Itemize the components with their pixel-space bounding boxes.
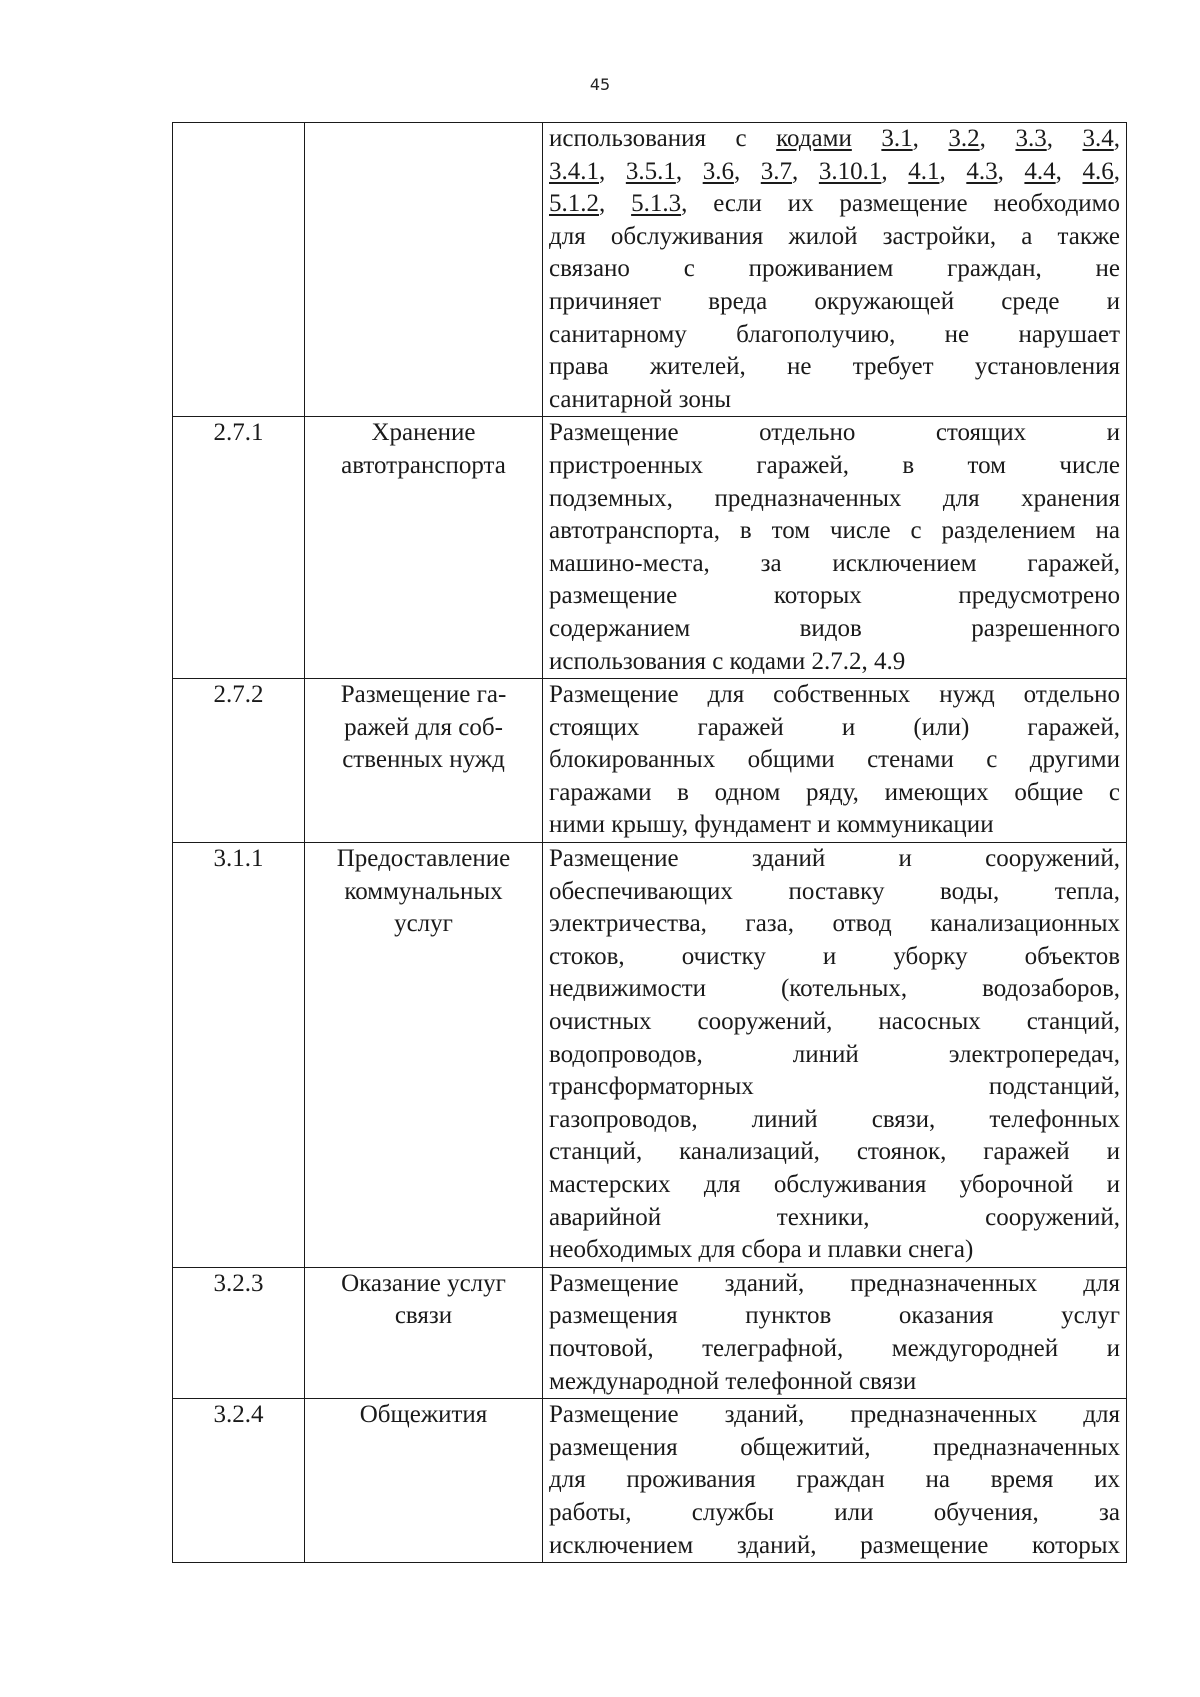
description-line: санитарной зоны: [549, 385, 731, 413]
description-line: Размещение отдельно стоящих и: [549, 419, 1120, 447]
description-line: размещения общежитий, предназначенных: [549, 1433, 1120, 1461]
name-line: коммунальных: [344, 877, 503, 905]
name-line: ственных нужд: [342, 746, 505, 774]
land-use-table: [172, 122, 1127, 1563]
description-line: работы, службы или обучения, за: [549, 1498, 1120, 1526]
description-line: размещения пунктов оказания услуг: [549, 1302, 1120, 1330]
description-line: подземных, предназначенных для хранения: [549, 484, 1120, 512]
description-line: использования с кодами 2.7.2, 4.9: [549, 647, 906, 675]
code-cell: 3.2.4: [173, 1399, 305, 1563]
description-cell: [543, 417, 1127, 679]
description-line: аварийной техники, сооружений,: [549, 1203, 1120, 1231]
name-cell: [305, 123, 543, 417]
description-line: Размещение зданий, предназначенных для: [549, 1269, 1120, 1297]
table-row: [173, 679, 1127, 843]
description-line: блокированных общими стенами с другими: [549, 746, 1120, 774]
description-cell: [543, 843, 1127, 1268]
name-cell: [305, 1267, 543, 1398]
name-line: Размещение га-: [340, 681, 507, 709]
description-line: использования с кодами 3.1, 3.2, 3.3, 3.4,: [549, 125, 1121, 152]
table-row: [173, 1267, 1127, 1398]
name-line: ражей для соб-: [344, 713, 503, 741]
table-row: [173, 123, 1127, 417]
description-line: пристроенных гаражей, в том числе: [549, 451, 1120, 479]
description-line: стоков, очистку и уборку объектов: [549, 942, 1120, 970]
description-line: международной телефонной связи: [549, 1367, 917, 1395]
description-line: очистных сооружений, насосных станций,: [549, 1008, 1120, 1036]
description-line: Размещение зданий, предназначенных для: [549, 1401, 1120, 1429]
name-cell: [305, 679, 543, 843]
description-line: санитарному благополучию, не нарушает: [549, 320, 1120, 348]
page-number: 45: [589, 75, 611, 94]
description-line: для проживания граждан на время их: [549, 1466, 1120, 1494]
name-cell: [305, 843, 543, 1268]
description-cell: [543, 1267, 1127, 1398]
description-line: почтовой, телеграфной, междугородней и: [549, 1334, 1120, 1362]
table-row: [173, 843, 1127, 1268]
description-cell: [543, 1399, 1127, 1563]
description-line: 5.1.2, 5.1.3, если их размещение необходимо: [549, 190, 1120, 218]
description-line: газопроводов, линий связи, телефонных: [549, 1105, 1120, 1133]
name-line: связи: [394, 1302, 453, 1330]
description-line: исключением зданий, размещение которых: [549, 1531, 1120, 1559]
name-line: услуг: [394, 910, 453, 938]
description-line: права жителей, не требует установления: [549, 353, 1120, 381]
code-cell: [173, 123, 305, 417]
description-line: трансформаторных подстанций,: [549, 1073, 1120, 1101]
description-line: машино-места, за исключением гаражей,: [549, 549, 1120, 577]
description-line: электричества, газа, отвод канализационных: [549, 910, 1120, 938]
description-line: для обслуживания жилой застройки, а также: [549, 222, 1120, 250]
description-line: мастерских для обслуживания уборочной и: [549, 1171, 1120, 1198]
code-cell: 3.2.3: [173, 1267, 305, 1398]
code-cell: 3.1.1: [173, 843, 305, 1268]
description-line: причиняет вреда окружающей среде и: [549, 287, 1120, 315]
description-line: связано с проживанием граждан, не: [549, 255, 1120, 283]
description-line: гаражами в одном ряду, имеющих общие с: [549, 778, 1120, 806]
name-line: Предоставление: [336, 845, 511, 873]
description-cell: [543, 123, 1127, 417]
description-line: станций, канализаций, стоянок, гаражей и: [549, 1138, 1120, 1166]
name-cell: [305, 1399, 543, 1563]
description-line: ними крышу, фундамент и коммуникации: [549, 811, 994, 839]
name-line: Общежития: [359, 1401, 488, 1429]
description-line: содержанием видов разрешенного: [549, 614, 1120, 642]
code-cell: 2.7.1: [173, 417, 305, 679]
description-line: размещение которых предусмотрено: [549, 582, 1120, 610]
description-line: Размещение для собственных нужд отдельно: [549, 681, 1120, 709]
description-line: водопроводов, линий электропередач,: [549, 1040, 1120, 1068]
code-cell: 2.7.2: [173, 679, 305, 843]
description-cell: [543, 679, 1127, 843]
description-line: необходимых для сбора и плавки снега): [549, 1236, 974, 1264]
description-line: автотранспорта, в том числе с разделением на: [549, 517, 1120, 545]
description-line: недвижимости (котельных, водозаборов,: [549, 975, 1120, 1003]
description-line: 3.4.1, 3.5.1, 3.6, 3.7, 3.10.1, 4.1, 4.3, 4.4, 4.6,: [549, 157, 1120, 185]
name-cell: Хранение автотранспорта: [305, 417, 543, 679]
description-line: Размещение зданий и сооружений,: [549, 845, 1120, 873]
description-line: обеспечивающих поставку воды, тепла,: [549, 877, 1120, 905]
name-line: Оказание услуг: [341, 1269, 506, 1297]
description-line: стоящих гаражей и (или) гаражей,: [549, 713, 1120, 741]
table-row: [173, 417, 1127, 679]
table-row: [173, 1399, 1127, 1563]
